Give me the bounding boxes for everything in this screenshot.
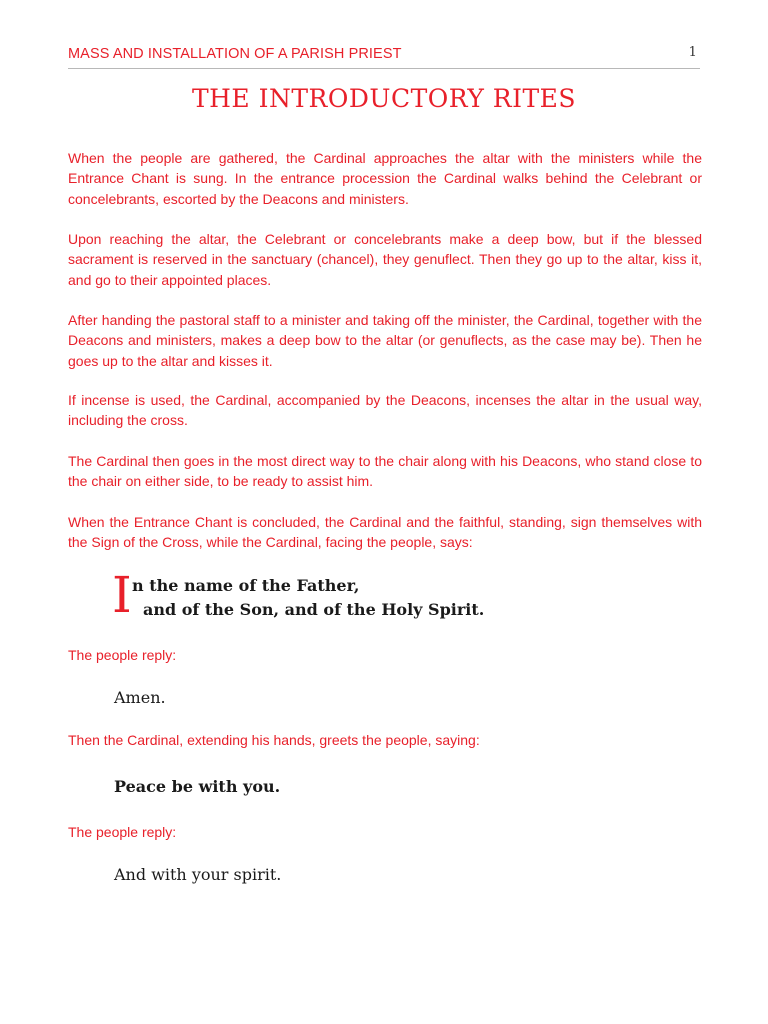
invocation-line: and of the Son, and of the Holy Spirit. (143, 600, 485, 619)
people-reply-rubric: The people reply: (68, 647, 177, 663)
greeting-text: Peace be with you. (114, 777, 281, 796)
running-title: MASS AND INSTALLATION OF A PARISH PRIEST (68, 46, 402, 62)
rubric-paragraph: After handing the pastoral staff to a minister and taking off the minister, the Cardinal, together with the Deacons and ministers, makes a deep bow to the altar (or genuflects, as the case may be). Then he goes up to the altar and kisses it. (68, 312, 702, 369)
invocation-line: n the name of the Father, (132, 576, 360, 595)
greeting-rubric: Then the Cardinal, extending his hands, greets the people, saying: (68, 732, 480, 748)
page-number: 1 (688, 45, 697, 60)
people-reply-rubric: The people reply: (68, 824, 177, 840)
section-title: THE INTRODUCTORY RITES (191, 84, 577, 113)
sign-of-cross-invocation (112, 566, 612, 624)
running-header (68, 44, 700, 69)
rubric-paragraph: If incense is used, the Cardinal, accompanied by the Deacons, incenses the altar in the usual way, including the cross. (68, 392, 702, 429)
rubric-paragraph: When the people are gathered, the Cardinal approaches the altar with the ministers while the Entrance Chant is sung. In the entrance procession the Cardinal walks behind the Celebrant or concelebrants, escorted by the Deacons and ministers. (68, 150, 702, 207)
rubric-paragraph: The Cardinal then goes in the most direct way to the chair along with his Deacons, who stand close to the chair on either side, to be ready to assist him. (68, 453, 702, 490)
rubric-paragraph: Upon reaching the altar, the Celebrant or concelebrants make a deep bow, but if the blessed sacrament is reserved in the sanctuary (chancel), they genuflect. Then they go up to the altar, kiss it, and go to their appointed places. (68, 231, 702, 288)
drop-cap: I (112, 566, 132, 624)
rubric-paragraph: When the Entrance Chant is concluded, the Cardinal and the faithful, standing, sign themselves with the Sign of the Cross, while the Cardinal, facing the people, says: (68, 514, 702, 551)
amen-response: Amen. (114, 688, 166, 707)
spirit-response: And with your spirit. (114, 865, 282, 884)
document-page (68, 0, 700, 1024)
